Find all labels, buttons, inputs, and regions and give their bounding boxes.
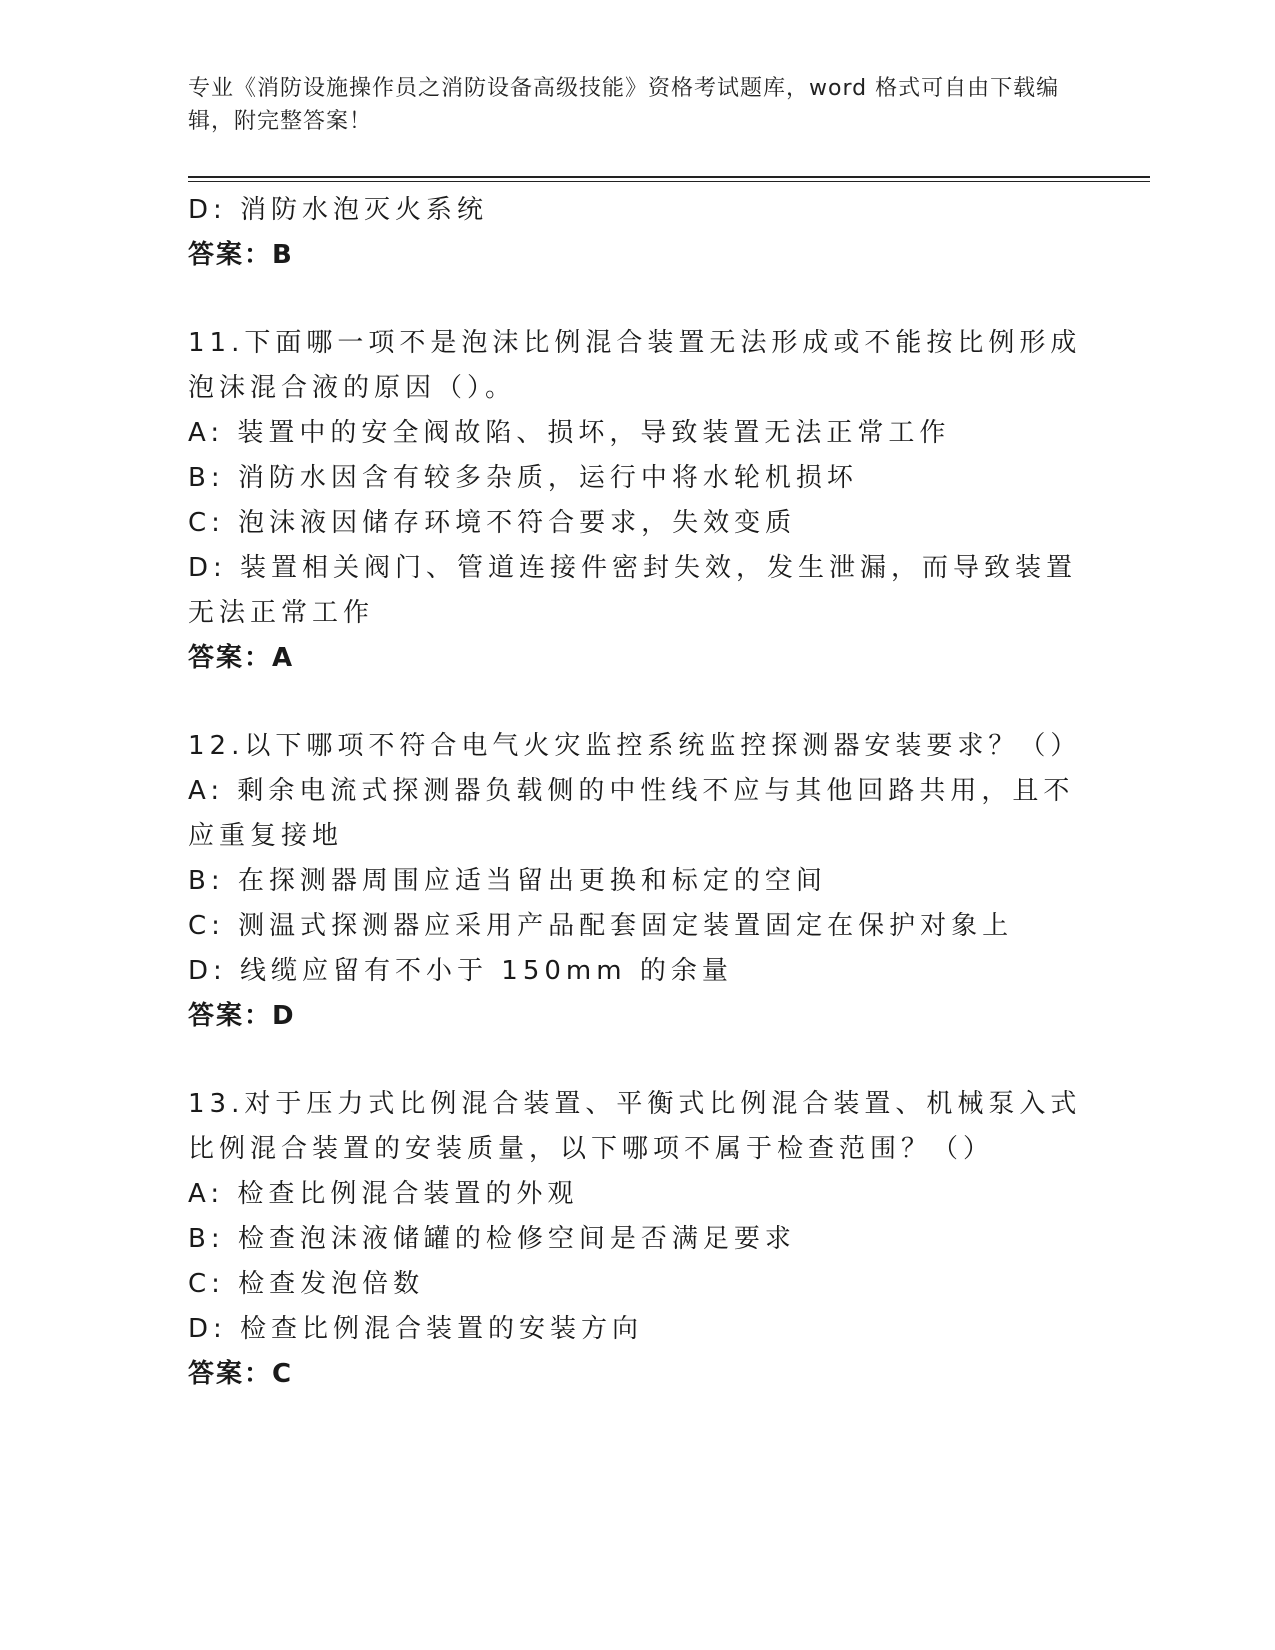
question-13 [188,1082,1088,1397]
option-b: B: 消防水因含有较多杂质，运行中将水轮机损坏 [188,463,858,493]
header-divider-thick [188,176,1150,178]
document-header: 专业《消防设施操作员之消防设备高级技能》资格考试题库，word 格式可自由下载编辑，附完整答案！ [188,76,1060,134]
question-stem: 12.以下哪项不符合电气火灾监控系统监控探测器安装要求？（） [188,731,1082,761]
question-11 [188,321,1088,681]
prev-answer: 答案：B [188,240,294,270]
option-c: C: 检查发泡倍数 [188,1269,425,1299]
option-c: C: 泡沫液因储存环境不符合要求，失效变质 [188,508,797,538]
answer: 答案：A [188,643,295,673]
option-b: B: 在探测器周围应适当留出更换和标定的空间 [188,866,827,896]
prev-option-d: D: 消防水泡灭火系统 [188,195,489,225]
question-list [188,188,1088,1397]
answer: 答案：C [188,1359,294,1389]
option-a: A: 检查比例混合装置的外观 [188,1179,579,1209]
option-d: D: 线缆应留有不小于 150mm 的余量 [188,956,733,986]
question-stem: 11.下面哪一项不是泡沫比例混合装置无法形成或不能按比例形成泡沫混合液的原因（）。 [188,328,1082,403]
question-12 [188,724,1088,1039]
question-stem: 13.对于压力式比例混合装置、平衡式比例混合装置、机械泵入式比例混合装置的安装质量，以下哪项不属于检查范围？（） [188,1089,1082,1164]
header-divider-thin [188,181,1150,182]
answer: 答案：D [188,1001,296,1031]
option-b: B: 检查泡沫液储罐的检修空间是否满足要求 [188,1224,796,1254]
option-a: A: 剩余电流式探测器负载侧的中性线不应与其他回路共用，且不应重复接地 [188,776,1075,851]
option-c: C: 测温式探测器应采用产品配套固定装置固定在保护对象上 [188,911,1014,941]
option-d: D: 检查比例混合装置的安装方向 [188,1314,644,1344]
option-a: A: 装置中的安全阀故陷、损坏，导致装置无法正常工作 [188,418,951,448]
option-d: D: 装置相关阀门、管道连接件密封失效，发生泄漏，而导致装置无法正常工作 [188,553,1078,628]
